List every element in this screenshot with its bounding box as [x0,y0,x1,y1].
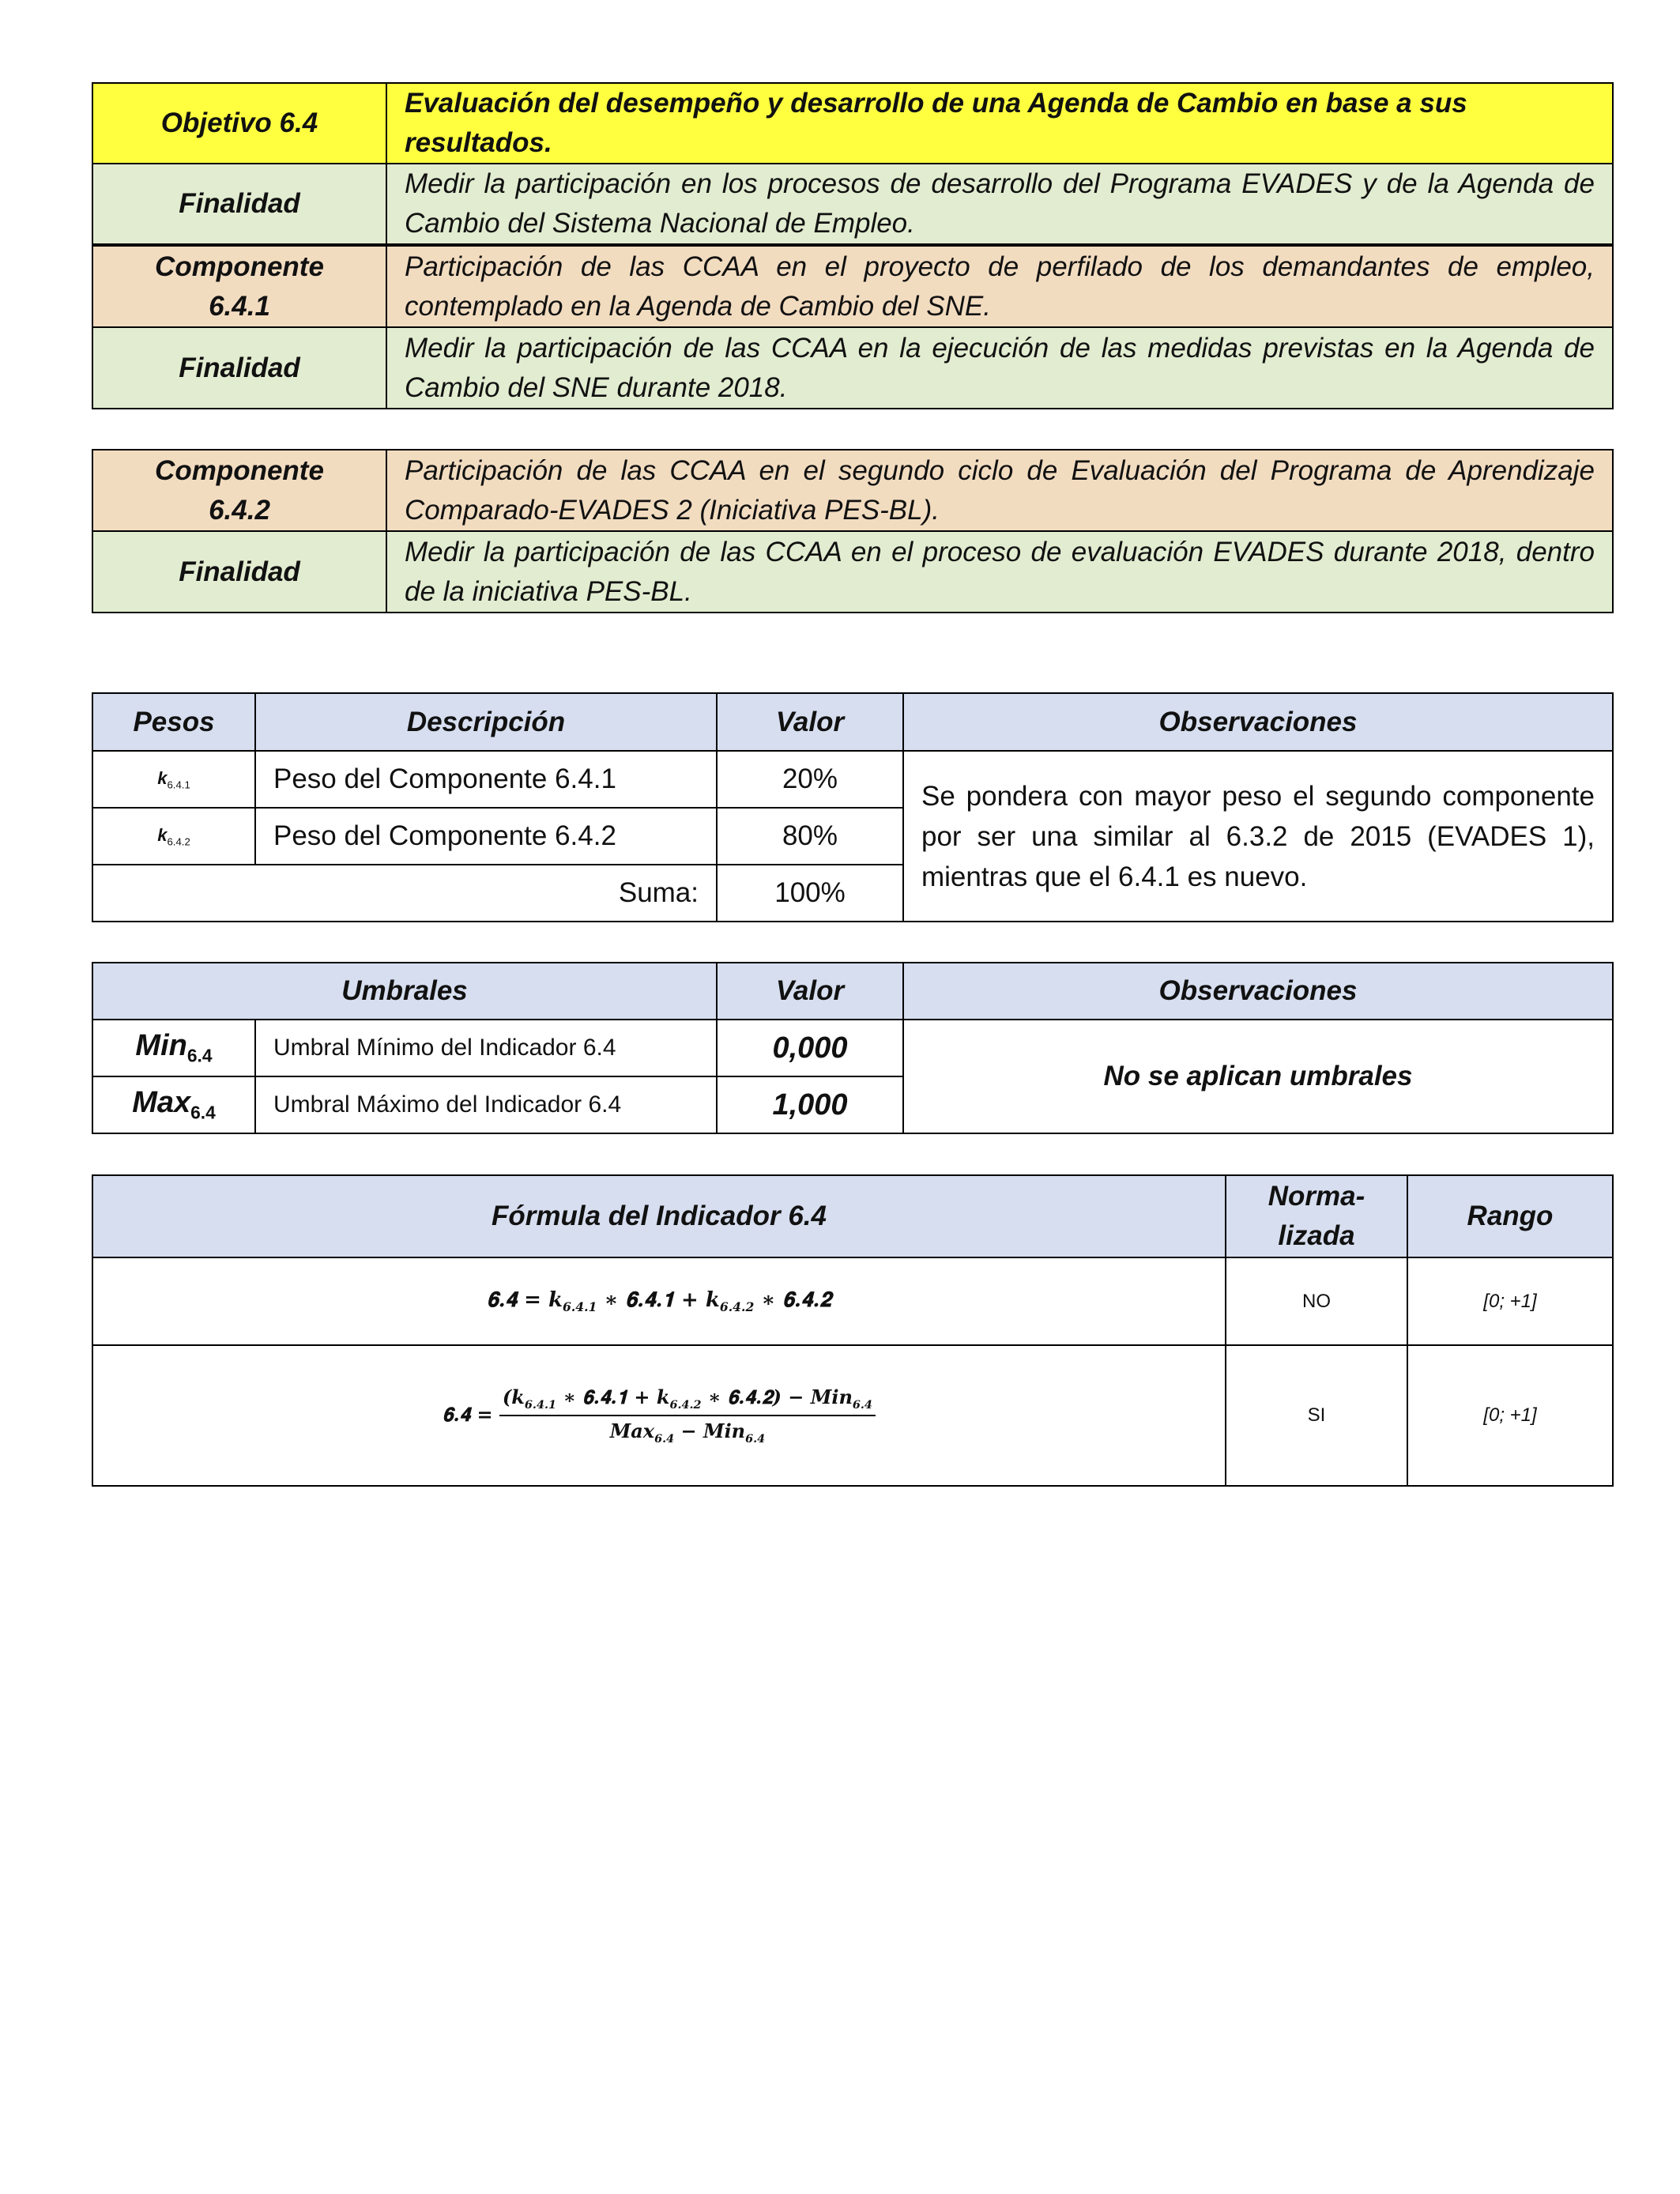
peso-descripcion: Peso del Componente 6.4.1 [255,751,717,808]
peso-symbol [92,751,255,808]
normalizada-header [1226,1175,1407,1257]
umbral-min-descripcion: Umbral Mínimo del Indicador 6.4 [255,1020,717,1076]
objetivo-label: Objetivo 6.4 [92,83,386,164]
formula-normalizada [92,1345,1226,1486]
componente-641-title: Participación de las CCAA en el proyecto de perfilado de los demandantes de empleo, contemplado en la Agenda de Cambio del SNE. [386,246,1613,327]
min-symbol-sub: 6.4 [186,1045,213,1066]
componente-642-title: Participación de las CCAA en el segundo ciclo de Evaluación del Programa de Aprendizaje Comparado-EVADES 2 (Iniciativa PES-BL). [386,450,1613,531]
umbrales-table [92,962,1614,1134]
peso-symbol [92,808,255,865]
formula-no-normalizada [92,1257,1226,1345]
componente-641-finalidad-text: Medir la participación de las CCAA en la ejecución de las medidas previstas en la Agenda de Cambio del SNE durante 2018. [386,327,1613,409]
componente-641-label-line2: 6.4.1 [209,290,270,322]
componente-642-label-line2: 6.4.2 [209,494,270,526]
umbrales-observaciones-header: Observaciones [903,963,1613,1020]
formula-header: Fórmula del Indicador 6.4 [92,1175,1226,1257]
formula-numerator: ($k_{6.4.1}$ ∗ 𝟔.𝟒.𝟏 + $k_{6.4.2}$ ∗ 𝟔.𝟒.𝟐) − Min$_{6.4}$ [499,1385,876,1416]
min-symbol-text: Min [135,1029,187,1063]
componente-642-finalidad-label: Finalidad [92,531,386,613]
pesos-table [92,692,1614,922]
max-symbol-sub: 6.4 [190,1102,216,1123]
suma-label: Suma: [92,865,717,922]
peso-valor: 20% [717,751,903,808]
componente-641-finalidad-label: Finalidad [92,327,386,409]
rango-header: Rango [1407,1175,1613,1257]
objetivo-finalidad-text: Medir la participación en los procesos de desarrollo del Programa EVADES y de la Agenda de Cambio del Sistema Nacional de Empleo. [386,164,1613,244]
peso-descripcion: Peso del Componente 6.4.2 [255,808,717,865]
peso-symbol-sub: 6.4.1 [167,778,190,791]
formula-fraction [499,1385,876,1446]
componente-642-label [92,450,386,531]
max-symbol-text: Max [132,1086,191,1120]
descripcion-header: Descripción [255,693,717,751]
peso-symbol-k: k [157,824,168,845]
pesos-header: Pesos [92,693,255,751]
objetivo-finalidad-label: Finalidad [92,164,386,244]
peso-valor: 80% [717,808,903,865]
componente-641-table [92,245,1614,409]
formula-si-rango: [0; +1] [1407,1345,1613,1486]
objetivo-table [92,82,1614,245]
umbral-min-valor: 0,000 [717,1020,903,1076]
componente-642-finalidad-text: Medir la participación de las CCAA en el proceso de evaluación EVADES durante 2018, dentro de la iniciativa PES-BL. [386,531,1613,613]
peso-symbol-sub: 6.4.2 [167,835,190,848]
componente-641-label [92,246,386,327]
umbrales-observacion: No se aplican umbrales [903,1020,1613,1133]
umbrales-header: Umbrales [92,963,717,1020]
umbrales-valor-header: Valor [717,963,903,1020]
observaciones-header: Observaciones [903,693,1613,751]
componente-642-table [92,449,1614,613]
formula-no-rango: [0; +1] [1407,1257,1613,1345]
max-symbol [92,1076,255,1133]
formula-table [92,1174,1614,1487]
formula-no-normalizada-flag: NO [1226,1257,1407,1345]
umbral-max-valor: 1,000 [717,1076,903,1133]
min-symbol [92,1020,255,1076]
pesos-observacion: Se pondera con mayor peso el segundo componente por ser una similar al 6.3.2 de 2015 (EVADES 1), mientras que el 6.4.1 es nuevo. [903,751,1613,922]
normalizada-header-line2: lizada [1278,1220,1355,1251]
formula-denominator: Max$_{6.4}$ − Min$_{6.4}$ [609,1419,766,1446]
formula-normalized-expression: 𝟔.𝟒 = $\frac{(k_{6.4.1} ∗ 𝟔.𝟒.𝟏 + k_{6.4.2} ∗ 𝟔.𝟒.𝟐) - Min_{6.4}}{Max_{6.4} - Min_{6.4}}$ [443,1403,876,1426]
componente-641-label-line1: Componente [155,251,324,282]
umbral-max-descripcion: Umbral Máximo del Indicador 6.4 [255,1076,717,1133]
formula-si-normalizada-flag: SI [1226,1345,1407,1486]
formula-expression: 𝟔.𝟒 = $k_{6.4.1}$ ∗ 𝟔.𝟒.𝟏 + $k_{6.4.2}$ ∗ 𝟔.𝟒.𝟐 [487,1287,831,1315]
normalizada-header-line1: Norma- [1268,1181,1365,1212]
objetivo-title: Evaluación del desempeño y desarrollo de una Agenda de Cambio en base a sus resultados. [386,83,1613,164]
peso-symbol-k: k [157,767,168,788]
componente-642-label-line1: Componente [155,454,324,486]
suma-valor: 100% [717,865,903,922]
valor-header: Valor [717,693,903,751]
